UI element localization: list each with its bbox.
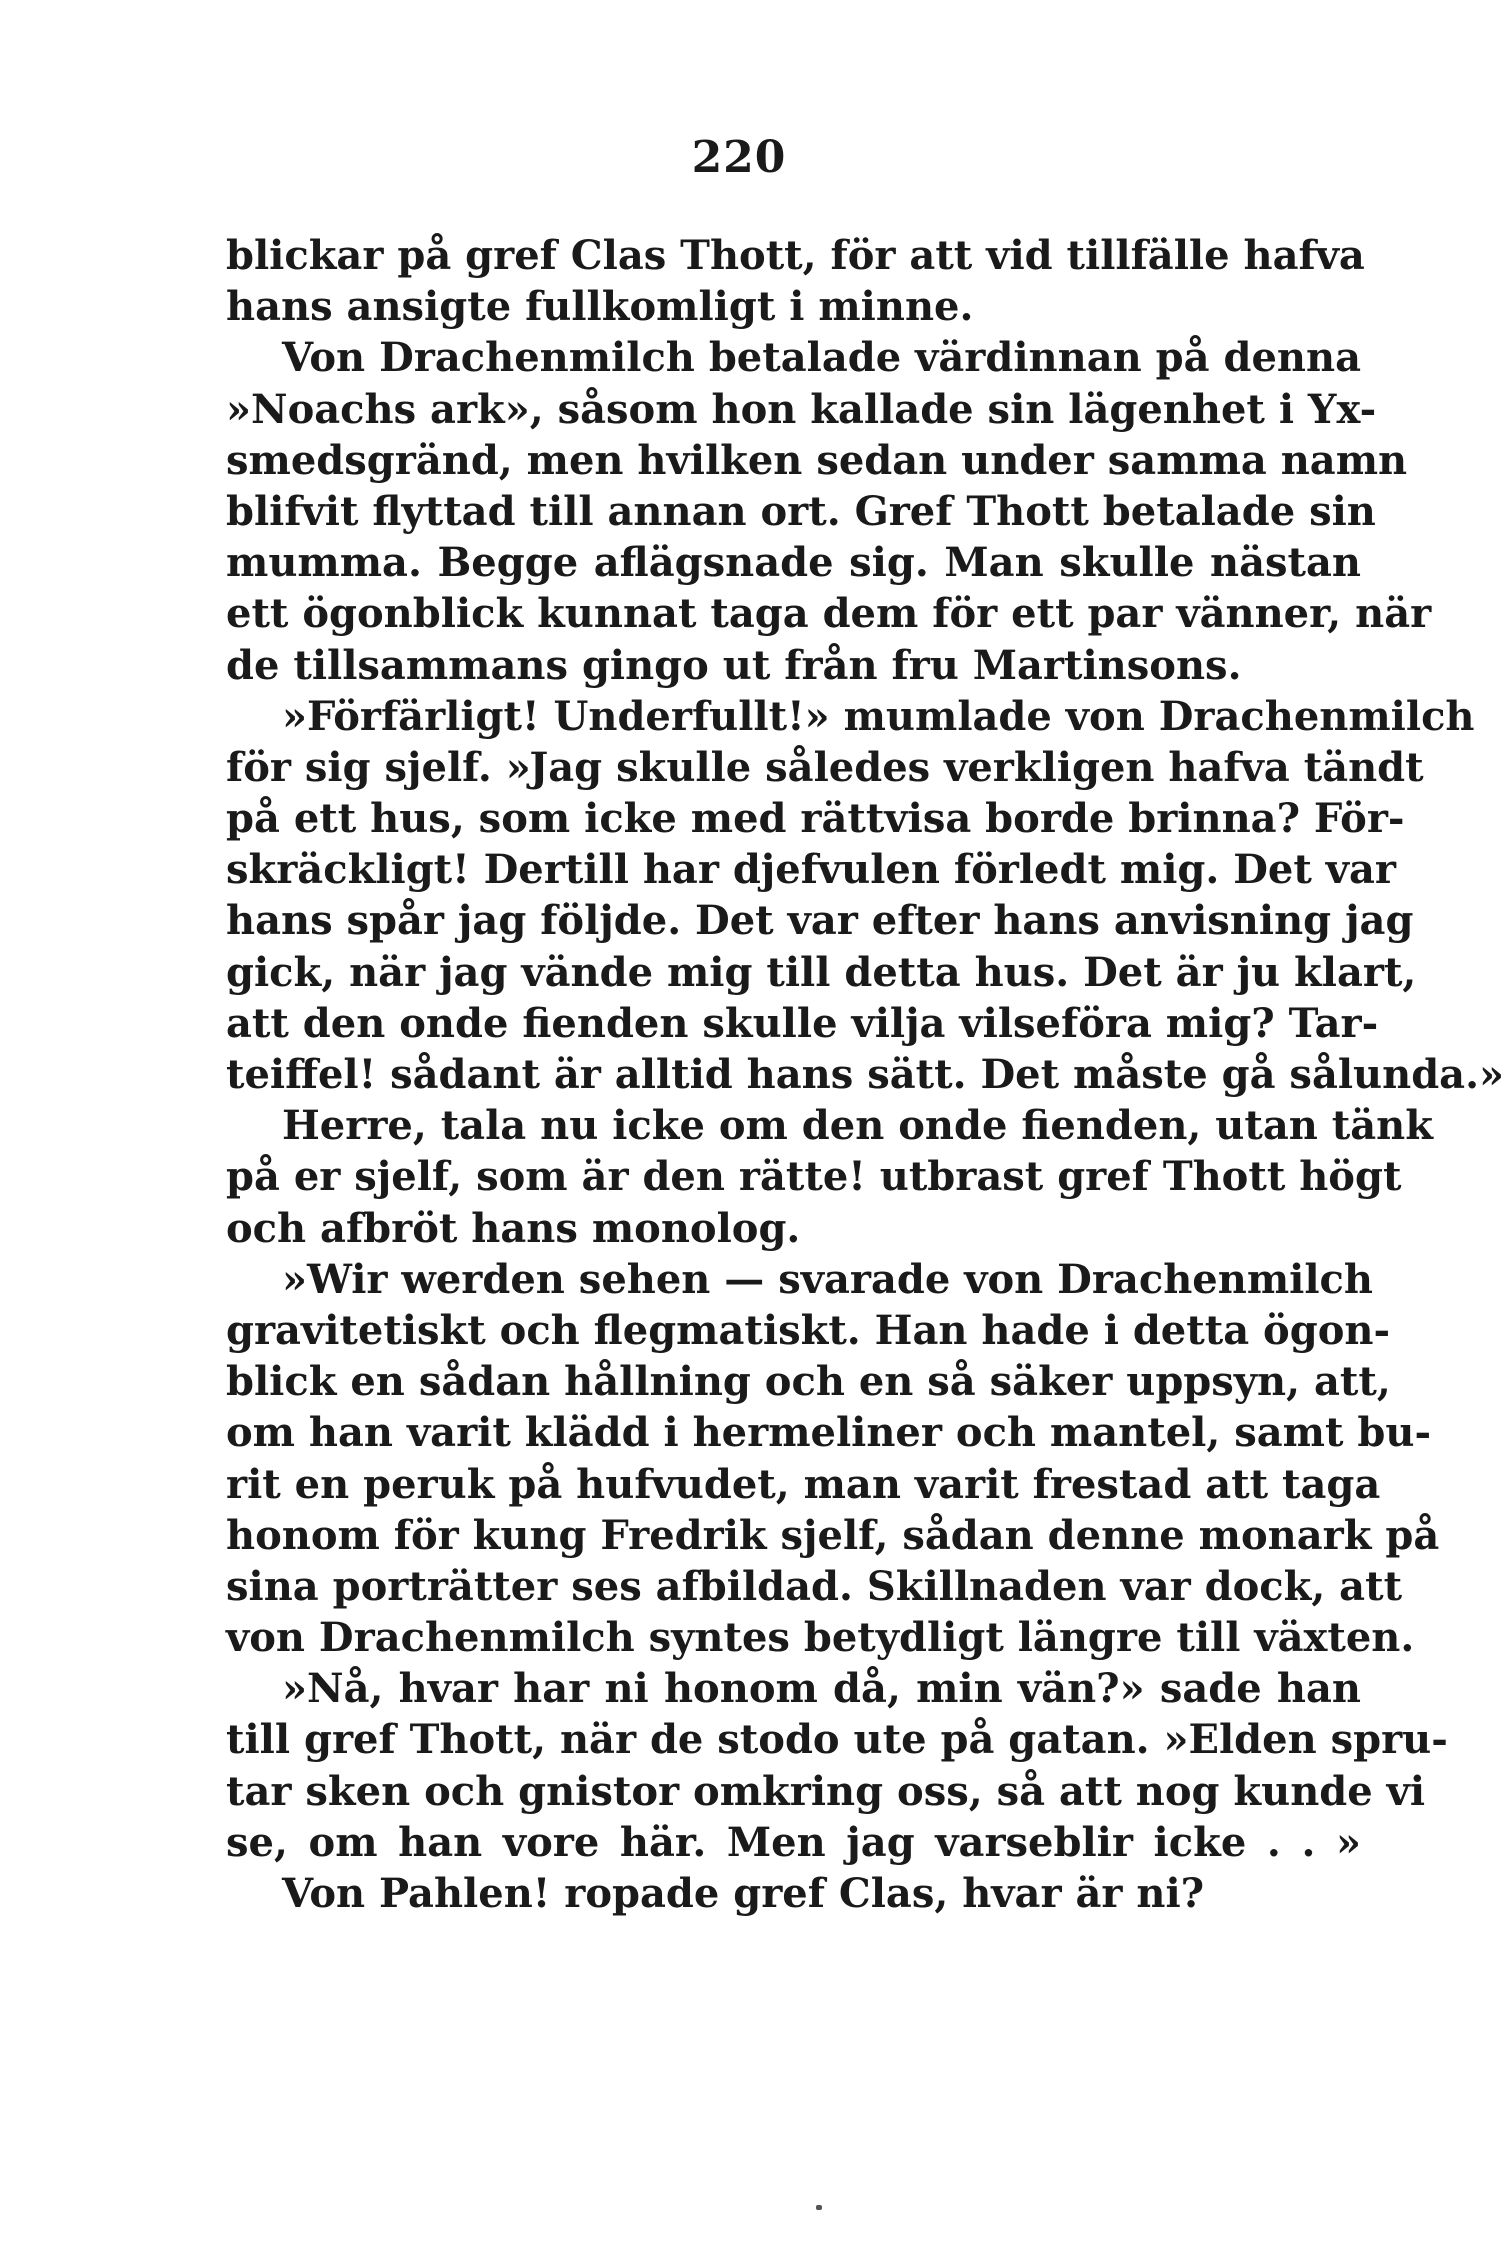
text-line: tar sken och gnistor omkring oss, så att nog kunde vi (226, 1767, 1426, 1815)
text-line: mumma. Begge aflägsnade sig. Man skulle nästan (226, 539, 1361, 587)
text-line: honom för kung Fredrik sjelf, sådan denne monark på (226, 1511, 1440, 1559)
text-line: von Drachenmilch syntes betydligt längre till växten. (226, 1614, 1415, 1662)
text-line: om han varit klädd i hermeliner och mantel, samt bu- (226, 1409, 1432, 1457)
text-line: till gref Thott, när de stodo ute på gatan. »Elden spru- (226, 1716, 1448, 1764)
text-line: Herre, tala nu icke om den onde fienden, utan tänk (282, 1102, 1433, 1150)
page-number: 220 (691, 132, 787, 183)
text-line: att den onde fienden skulle vilja vilseföra mig? Tar- (226, 999, 1379, 1047)
text-line: gravitetiskt och flegmatiskt. Han hade i detta ögon- (226, 1306, 1391, 1354)
text-line: »Wir werden sehen — svarade von Drachenmilch (282, 1255, 1373, 1303)
text-line: skräckligt! Dertill har djefvulen förledt mig. Det var (226, 846, 1396, 894)
text-line: se, om han vore här. Men jag varseblir icke . . » (226, 1818, 1361, 1866)
text-line: »Noachs ark», såsom hon kallade sin lägenhet i Yx- (226, 385, 1377, 433)
text-line: blifvit flyttad till annan ort. Gref Thott betalade sin (226, 487, 1376, 535)
text-line: hans spår jag följde. Det var efter hans anvisning jag (226, 897, 1414, 945)
text-line: sina porträtter ses afbildad. Skillnaden var dock, att (226, 1562, 1403, 1610)
text-line: Von Pahlen! ropade gref Clas, hvar är ni? (282, 1870, 1205, 1917)
text-line: teiffel! sådant är alltid hans sätt. Det måste gå sålunda.» (226, 1051, 1504, 1098)
text-line: »Förfärligt! Underfullt!» mumlade von Drachenmilch (282, 692, 1475, 740)
text-line: blickar på gref Clas Thott, för att vid tillfälle hafva (226, 232, 1365, 279)
text-line: smedsgränd, men hvilken sedan under samma namn (226, 436, 1408, 484)
text-line: blick en sådan hållning och en så säker uppsyn, att, (226, 1358, 1391, 1406)
ink-speck (816, 2205, 822, 2210)
text-line: de tillsammans gingo ut från fru Martinsons. (226, 641, 1242, 689)
text-line: ett ögonblick kunnat taga dem för ett par vänner, när (226, 590, 1432, 638)
body-text (226, 230, 1504, 1919)
text-line: på ett hus, som icke med rättvisa borde brinna? För- (226, 795, 1405, 843)
text-line: hans ansigte fullkomligt i minne. (226, 283, 974, 331)
text-line: för sig sjelf. »Jag skulle således verkligen hafva tändt (226, 743, 1424, 791)
text-line: på er sjelf, som är den rätte! utbrast gref Thott högt (226, 1153, 1402, 1201)
text-line: »Nå, hvar har ni honom då, min vän?» sade han (282, 1665, 1361, 1713)
text-line: rit en peruk på hufvudet, man varit frestad att taga (226, 1460, 1381, 1508)
text-line: och afbröt hans monolog. (226, 1204, 801, 1252)
text-line: gick, när jag vände mig till detta hus. Det är ju klart, (226, 948, 1417, 996)
text-line: Von Drachenmilch betalade värdinnan på denna (282, 334, 1361, 382)
